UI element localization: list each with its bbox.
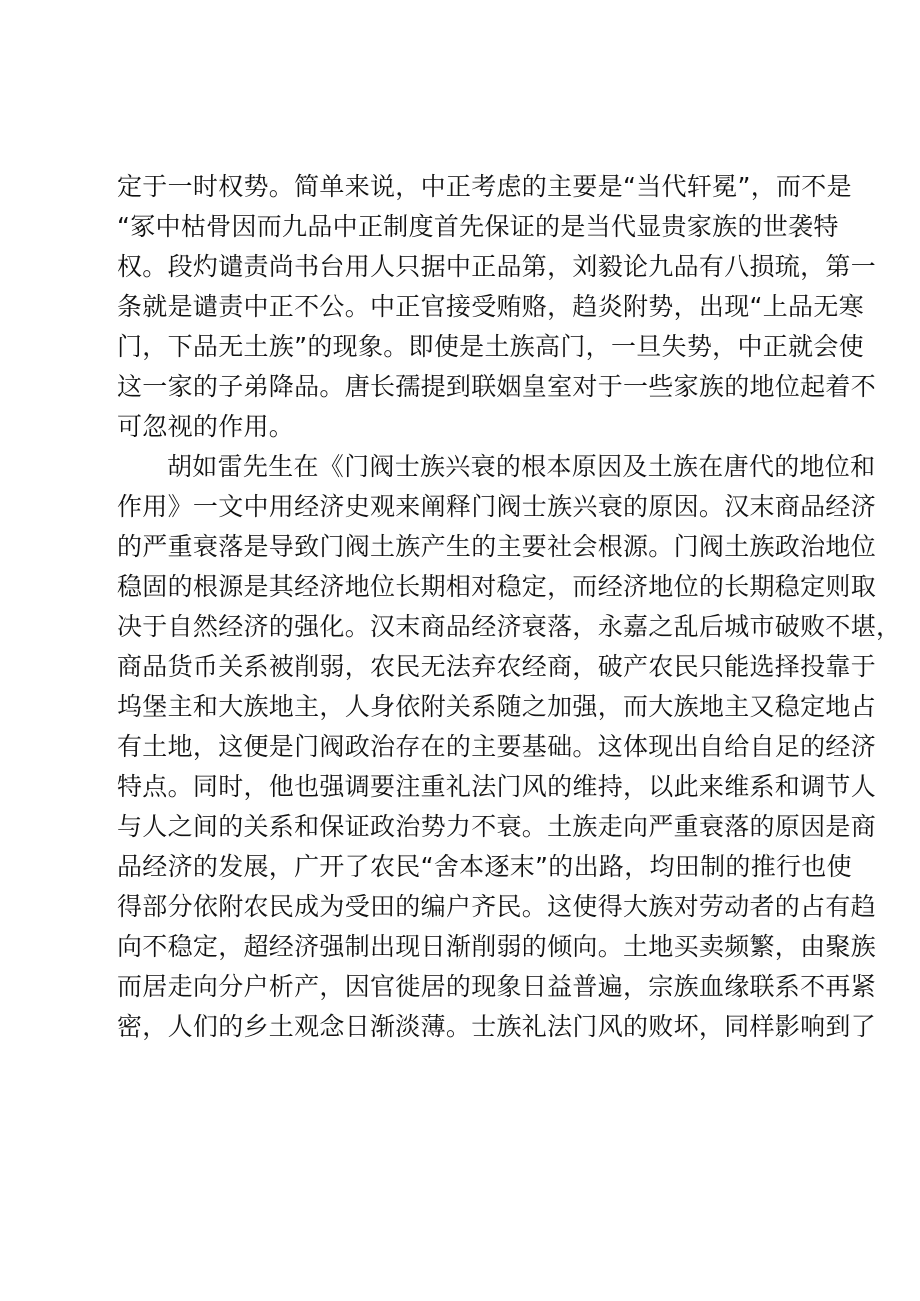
- text-line: 商品货币关系被削弱，农民无法弃农经商，破产农民只能选择投靠于: [117, 652, 877, 681]
- text-line: 向不稳定，超经济强制出现日渐削弱的倾向。土地买卖频繁，由聚族: [117, 932, 877, 961]
- text-line: 门，下品无土族”的现象。即使是土族高门，一旦失势，中正就会使: [117, 332, 864, 361]
- text-line: 密，人们的乡土观念日渐淡薄。士族礼法门风的败坏，同样影响到了: [117, 1012, 877, 1041]
- text-line: 定于一时权势。简单来说，中正考虑的主要是“当代轩冕”，而不是: [117, 172, 852, 201]
- paragraph-1: [117, 167, 877, 447]
- text-line: 的严重衰落是导致门阀土族产生的主要社会根源。门阀土族政治地位: [117, 532, 877, 561]
- text-line: 稳固的根源是其经济地位长期相对稳定，而经济地位的长期稳定则取: [117, 572, 877, 601]
- text-line: 条就是谴责中正不公。中正官接受贿赂，趋炎附势，出现“上品无寒: [117, 292, 864, 321]
- text-line: 品经济的发展，广开了农民“舍本逐末”的出路，均田制的推行也使: [117, 852, 852, 881]
- document-body: [117, 167, 902, 1047]
- text-line: 与人之间的关系和保证政治势力不衰。土族走向严重衰落的原因是商: [117, 812, 877, 841]
- text-line: 可忽视的作用。: [117, 412, 295, 441]
- text-line: 特点。同时，他也强调要注重礼法门风的维持，以此来维系和调节人: [117, 772, 877, 801]
- text-line: 而居走向分户析产，因官徙居的现象日益普遍，宗族血缘联系不再紧: [117, 972, 877, 1001]
- paragraph-2: [117, 447, 902, 1047]
- text-line: 胡如雷先生在《门阀士族兴衰的根本原因及土族在唐代的地位和: [167, 452, 876, 481]
- text-line: 这一家的子弟降品。唐长孺提到联姻皇室对于一些家族的地位起着不: [117, 372, 877, 401]
- text-line: 作用》一文中用经济史观来阐释门阀士族兴衰的原因。汉末商品经济: [117, 492, 877, 521]
- text-line: 权。段灼谴责尚书台用人只据中正品第，刘毅论九品有八损琉，第一: [117, 252, 877, 281]
- text-line: 决于自然经济的强化。汉末商品经济衰落，永嘉之乱后城市破败不堪，: [117, 612, 902, 641]
- text-line: 坞堡主和大族地主，人身依附关系随之加强，而大族地主又稳定地占: [117, 692, 877, 721]
- text-line: “冢中枯骨因而九品中正制度首先保证的是当代显贵家族的世袭特: [117, 212, 839, 241]
- text-line: 有土地，这便是门阀政治存在的主要基础。这体现出自给自足的经济: [117, 732, 877, 761]
- text-line: 得部分依附农民成为受田的编户齐民。这使得大族对劳动者的占有趋: [117, 892, 877, 921]
